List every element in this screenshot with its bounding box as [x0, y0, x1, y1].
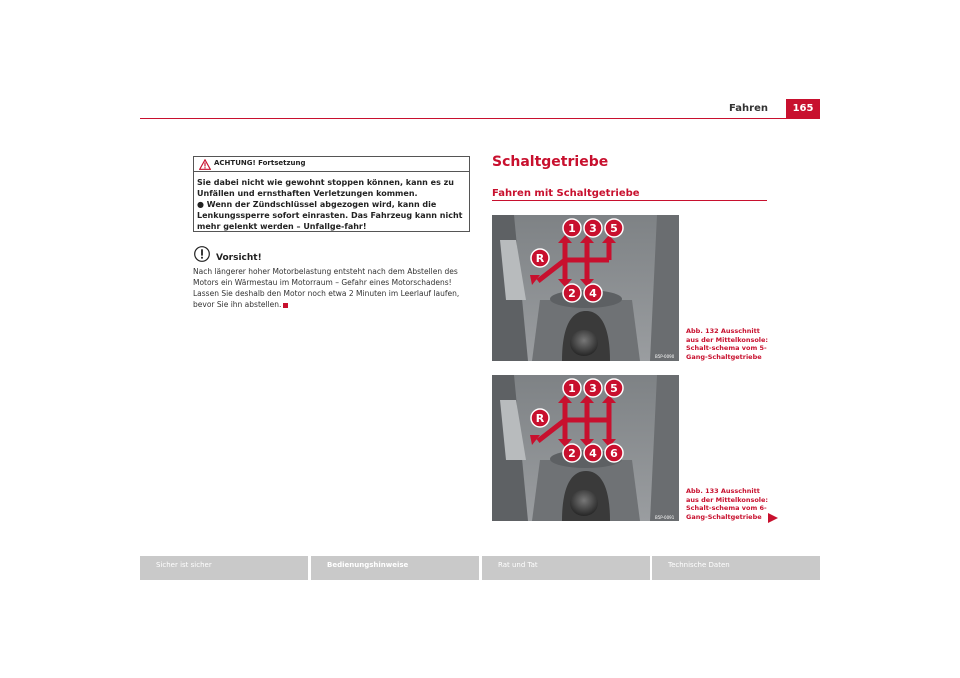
- gearshift-5-speed-illustration: [492, 215, 679, 361]
- figure-code: B5P-0090: [655, 354, 675, 359]
- page-number: 165: [786, 99, 820, 118]
- caution-title: Vorsicht!: [216, 253, 262, 263]
- warning-bullet-text: Wenn der Zündschlüssel abgezogen wird, kann die Lenkungssperre sofort einrasten. Das Fahrzeug kann nicht mehr gelenkt werden – Unfallge-fahr!: [197, 200, 463, 231]
- gear-label-2: 2: [568, 287, 576, 300]
- gear-label-5: 5: [610, 382, 618, 395]
- subsection-rule: [492, 200, 767, 201]
- warning-header: [194, 157, 469, 172]
- bullet-icon: ●: [197, 200, 204, 209]
- gear-label-4: 4: [589, 287, 597, 300]
- gear-label-2: 2: [568, 447, 576, 460]
- warning-box: [193, 156, 470, 232]
- caution-icon: [194, 246, 210, 262]
- gearshift-6-speed-illustration: [492, 375, 679, 521]
- page-title: Fahren: [729, 103, 768, 114]
- gear-label-1: 1: [568, 382, 576, 395]
- caution-text: [193, 266, 475, 310]
- gear-label-reverse: R: [535, 412, 545, 425]
- end-mark-icon: [283, 303, 288, 308]
- gear-label-1: 1: [568, 222, 576, 235]
- footer-tab-bedienungshinweise[interactable]: Bedienungshinweise: [311, 556, 479, 580]
- footer-tab-rat-und-tat[interactable]: Rat und Tat: [482, 556, 650, 580]
- caution-body: Nach längerer hoher Motorbelastung entsteht nach dem Abstellen des Motors ein Wärmestau im Motorraum – Gefahr eines Motorschadens! Lassen Sie deshalb den Motor noch etwa 2 Minuten im Leerlauf laufen, bevor Sie ihn abstellen.: [193, 267, 460, 309]
- warning-bullet-item: [197, 199, 465, 232]
- warning-title: ACHTUNG! Fortsetzung: [214, 159, 306, 167]
- figure-gearshift-5-speed: [492, 215, 679, 361]
- warning-paragraph: Sie dabei nicht wie gewohnt stoppen können, kann es zu Unfällen und ernsthaften Verletzungen kommen.: [197, 178, 454, 198]
- figure-gearshift-6-speed: [492, 375, 679, 521]
- gear-label-3: 3: [589, 222, 597, 235]
- next-page-arrow-icon[interactable]: [768, 513, 778, 523]
- footer-tab-sicher-ist-sicher[interactable]: Sicher ist sicher: [140, 556, 308, 580]
- section-title: Schaltgetriebe: [492, 154, 609, 170]
- figure-caption: Abb. 133 Ausschnitt aus der Mittelkonsole: Schalt-schema vom 6-Gang-Schaltgetriebe: [686, 487, 769, 521]
- gear-label-reverse: R: [535, 252, 545, 265]
- gear-label-3: 3: [589, 382, 597, 395]
- gear-label-5: 5: [610, 222, 618, 235]
- gear-label-6: 6: [610, 447, 618, 460]
- figure-caption: Abb. 132 Ausschnitt aus der Mittelkonsole: Schalt-schema vom 5-Gang-Schaltgetriebe: [686, 327, 769, 361]
- subsection-title: Fahren mit Schaltgetriebe: [492, 188, 640, 199]
- footer-tab-technische-daten[interactable]: Technische Daten: [652, 556, 820, 580]
- header-rule: [140, 118, 820, 119]
- figure-code: B5P-0091: [655, 515, 675, 520]
- gear-label-4: 4: [589, 447, 597, 460]
- warning-triangle-icon: [199, 159, 211, 170]
